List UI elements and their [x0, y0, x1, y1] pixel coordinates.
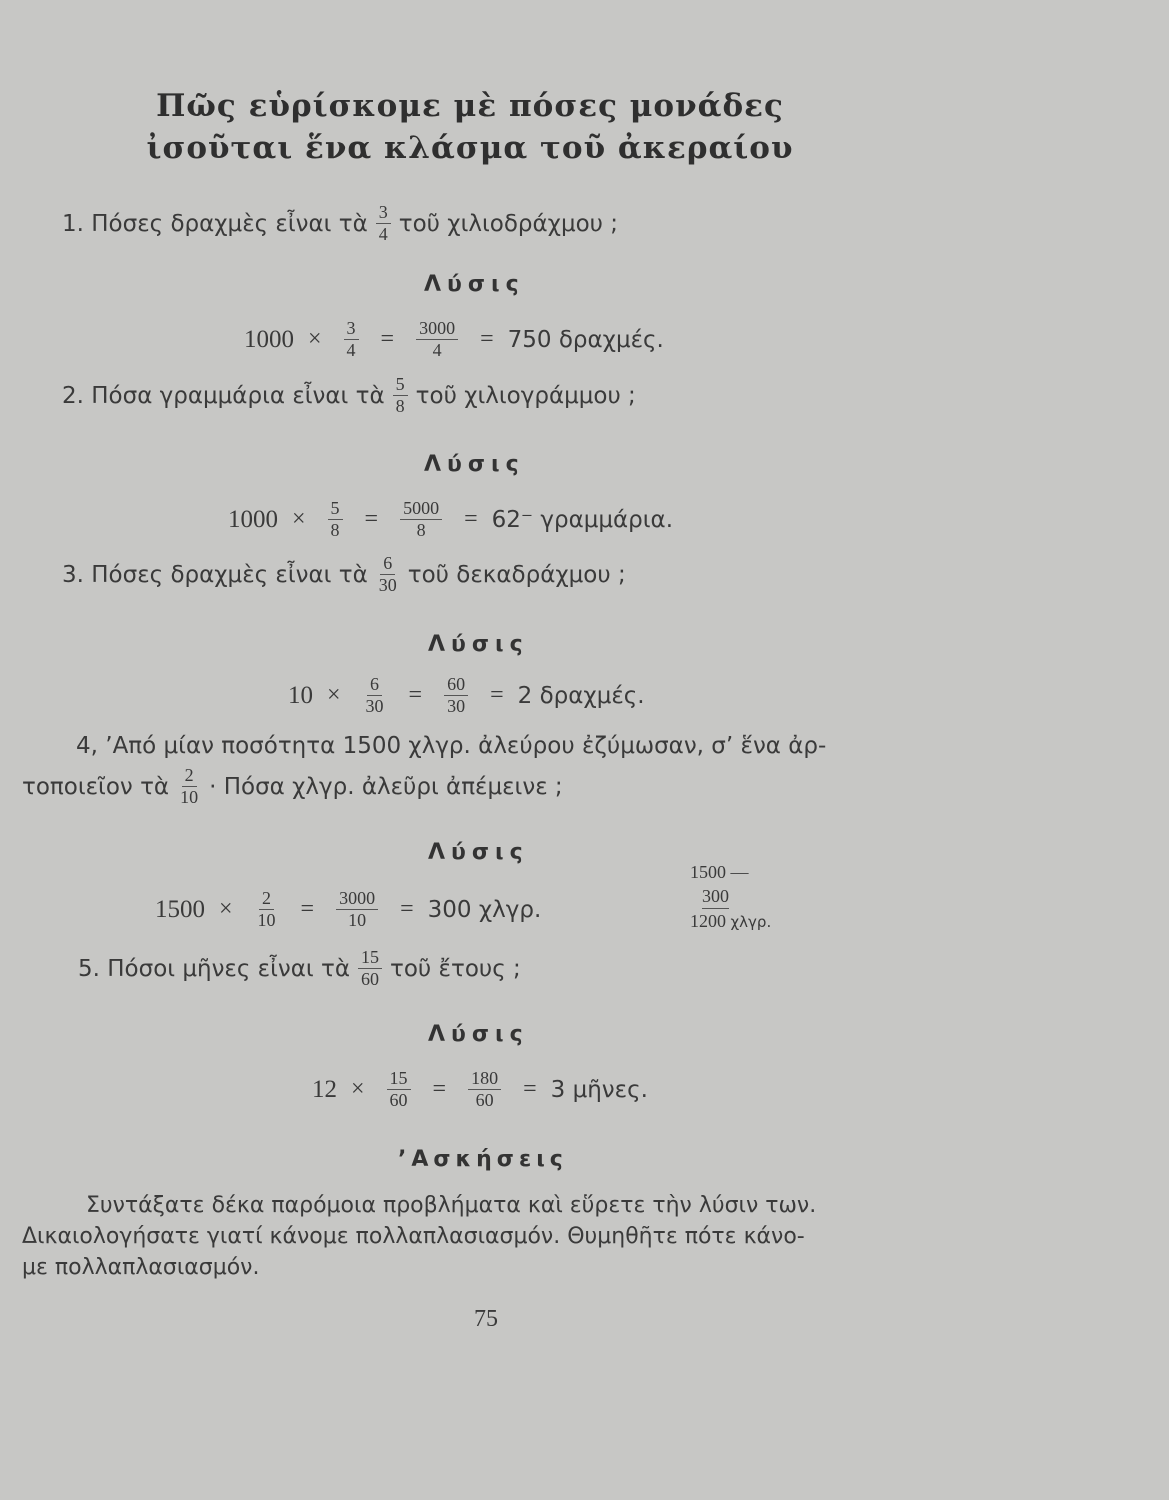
- subtraction-side-calculation: [690, 860, 771, 934]
- calc-result: 750 δραχμές.: [507, 326, 664, 353]
- question-text: τοῦ χιλιοδράχμου ;: [398, 210, 619, 237]
- calc-fraction-2: [416, 318, 458, 361]
- calc-result: 62⁻ γραμμάρια.: [491, 506, 674, 533]
- question-text: τοποιεῖον τὰ: [22, 773, 170, 800]
- question-text: 5. Πόσοι μῆνες εἶναι τὰ: [78, 955, 350, 982]
- fraction-denominator: 8: [330, 520, 340, 540]
- problem-2-calculation: [228, 498, 673, 541]
- question-fraction: [393, 374, 408, 417]
- fraction-denominator: 60: [475, 1090, 494, 1110]
- problem-4-question-line-2: [22, 765, 563, 808]
- equals-sign: =: [380, 326, 395, 352]
- fraction-denominator: 10: [257, 910, 276, 930]
- fraction-denominator: 30: [365, 696, 384, 716]
- calc-fraction-2: [468, 1068, 501, 1111]
- problem-4-calculation: [155, 888, 541, 931]
- fraction-denominator: 8: [416, 520, 426, 540]
- fraction-numerator: 5: [393, 374, 408, 396]
- calc-fraction-1: [328, 498, 343, 541]
- fraction-numerator: 5: [328, 498, 343, 520]
- exercises-heading: ’Ασκήσεις: [398, 1147, 568, 1172]
- problem-1-calculation: [244, 318, 664, 361]
- problem-3-question: [62, 553, 626, 596]
- fraction-denominator: 30: [378, 575, 397, 595]
- equals-sign: =: [300, 896, 315, 922]
- calc-fraction-1: [344, 318, 359, 361]
- fraction-denominator: 4: [378, 224, 388, 244]
- page-title-line-2: ἰσοῦται ἕνα κλάσμα τοῦ ἀκεραίου: [146, 130, 794, 166]
- question-text: 1. Πόσες δραχμὲς εἶναι τὰ: [62, 210, 368, 237]
- problem-5-question: [78, 947, 521, 990]
- fraction-denominator: 10: [180, 787, 199, 807]
- fraction-denominator: 4: [432, 340, 442, 360]
- equals-sign: =: [464, 506, 478, 532]
- fraction-numerator: 2: [182, 765, 197, 787]
- fraction-numerator: 5000: [400, 498, 442, 520]
- calc-lhs: 1000: [244, 325, 294, 353]
- calc-lhs: 1500: [155, 895, 205, 923]
- calc-result: 300 χλγρ.: [427, 896, 542, 923]
- fraction-numerator: 6: [380, 553, 395, 575]
- equals-sign: =: [480, 326, 494, 352]
- equals-sign: =: [400, 896, 414, 922]
- calc-fraction-1: [387, 1068, 411, 1111]
- question-text: τοῦ δεκαδράχμου ;: [407, 561, 626, 588]
- fraction-numerator: 180: [468, 1068, 501, 1090]
- exercises-line-3: με πολλαπλασιασμόν.: [22, 1255, 260, 1280]
- times-sign: ×: [308, 326, 322, 352]
- calc-fraction-1: [255, 888, 279, 931]
- fraction-numerator: 15: [387, 1068, 411, 1090]
- question-text: τοῦ ἔτους ;: [390, 955, 521, 982]
- problem-3-calculation: [288, 674, 645, 717]
- side-minuend: 1500 —: [690, 862, 749, 882]
- equals-sign: =: [408, 682, 423, 708]
- solution-heading: Λύσις: [424, 452, 525, 477]
- solution-heading: Λύσις: [428, 840, 529, 865]
- question-fraction: [376, 202, 391, 245]
- equals-sign: =: [432, 1076, 447, 1102]
- exercises-line-2: Δικαιολογήσατε γιατί κάνομε πολλαπλασιασμόν. Θυμηθῆτε πότε κάνο-: [22, 1224, 805, 1249]
- exercises-line-1: Συντάξατε δέκα παρόμοια προβλήματα καὶ εὕρετε τὴν λύσιν των.: [86, 1193, 817, 1218]
- page-title-line-1: Πῶς εὑρίσκομε μὲ πόσες μονάδες: [156, 88, 784, 124]
- question-text: 3. Πόσες δραχμὲς εἶναι τὰ: [62, 561, 368, 588]
- question-fraction: [177, 765, 201, 808]
- fraction-denominator: 4: [346, 340, 356, 360]
- calc-fraction-2: [400, 498, 442, 541]
- side-subtrahend: 300: [702, 884, 729, 909]
- problem-2-question: [62, 374, 636, 417]
- equals-sign: =: [364, 506, 379, 532]
- fraction-numerator: 60: [444, 674, 468, 696]
- calc-fraction-2: [444, 674, 468, 717]
- page-number: 75: [474, 1306, 498, 1332]
- calc-fraction-1: [363, 674, 387, 717]
- problem-5-calculation: [312, 1068, 648, 1111]
- fraction-numerator: 15: [358, 947, 382, 969]
- problem-1-question: [62, 202, 618, 245]
- calc-lhs: 10: [288, 681, 313, 709]
- problem-4-question-line-1: 4, ’Από μίαν ποσότητα 1500 χλγρ. ἀλεύρου ἐζύμωσαν, σ’ ἕνα ἀρ-: [76, 733, 827, 759]
- times-sign: ×: [327, 682, 341, 708]
- fraction-numerator: 3: [344, 318, 359, 340]
- solution-heading: Λύσις: [428, 632, 529, 657]
- question-text: 2. Πόσα γραμμάρια εἶναι τὰ: [62, 382, 385, 409]
- calc-lhs: 1000: [228, 505, 278, 533]
- question-fraction: [376, 553, 400, 596]
- equals-sign: =: [523, 1076, 537, 1102]
- fraction-denominator: 60: [389, 1090, 408, 1110]
- fraction-denominator: 60: [361, 969, 379, 989]
- times-sign: ×: [351, 1076, 365, 1102]
- fraction-numerator: 3000: [336, 888, 378, 910]
- fraction-numerator: 3000: [416, 318, 458, 340]
- fraction-numerator: 2: [259, 888, 274, 910]
- times-sign: ×: [292, 506, 306, 532]
- fraction-numerator: 6: [367, 674, 382, 696]
- fraction-denominator: 10: [348, 910, 367, 930]
- fraction-denominator: 30: [447, 696, 466, 716]
- fraction-denominator: 8: [395, 396, 405, 416]
- question-text: τοῦ χιλιογράμμου ;: [415, 382, 636, 409]
- calc-result: 2 δραχμές.: [517, 682, 645, 709]
- calc-fraction-2: [336, 888, 378, 931]
- side-difference: 1200: [690, 911, 726, 931]
- equals-sign: =: [490, 682, 504, 708]
- solution-heading: Λύσις: [428, 1022, 529, 1047]
- side-unit: χλγρ.: [730, 913, 772, 931]
- question-text: · Πόσα χλγρ. ἀλεῦρι ἀπέμεινε ;: [209, 773, 563, 800]
- times-sign: ×: [219, 896, 233, 922]
- question-fraction: [358, 947, 382, 990]
- calc-lhs: 12: [312, 1075, 337, 1103]
- calc-result: 3 μῆνες.: [550, 1076, 648, 1103]
- fraction-numerator: 3: [376, 202, 391, 224]
- solution-heading: Λύσις: [424, 272, 525, 297]
